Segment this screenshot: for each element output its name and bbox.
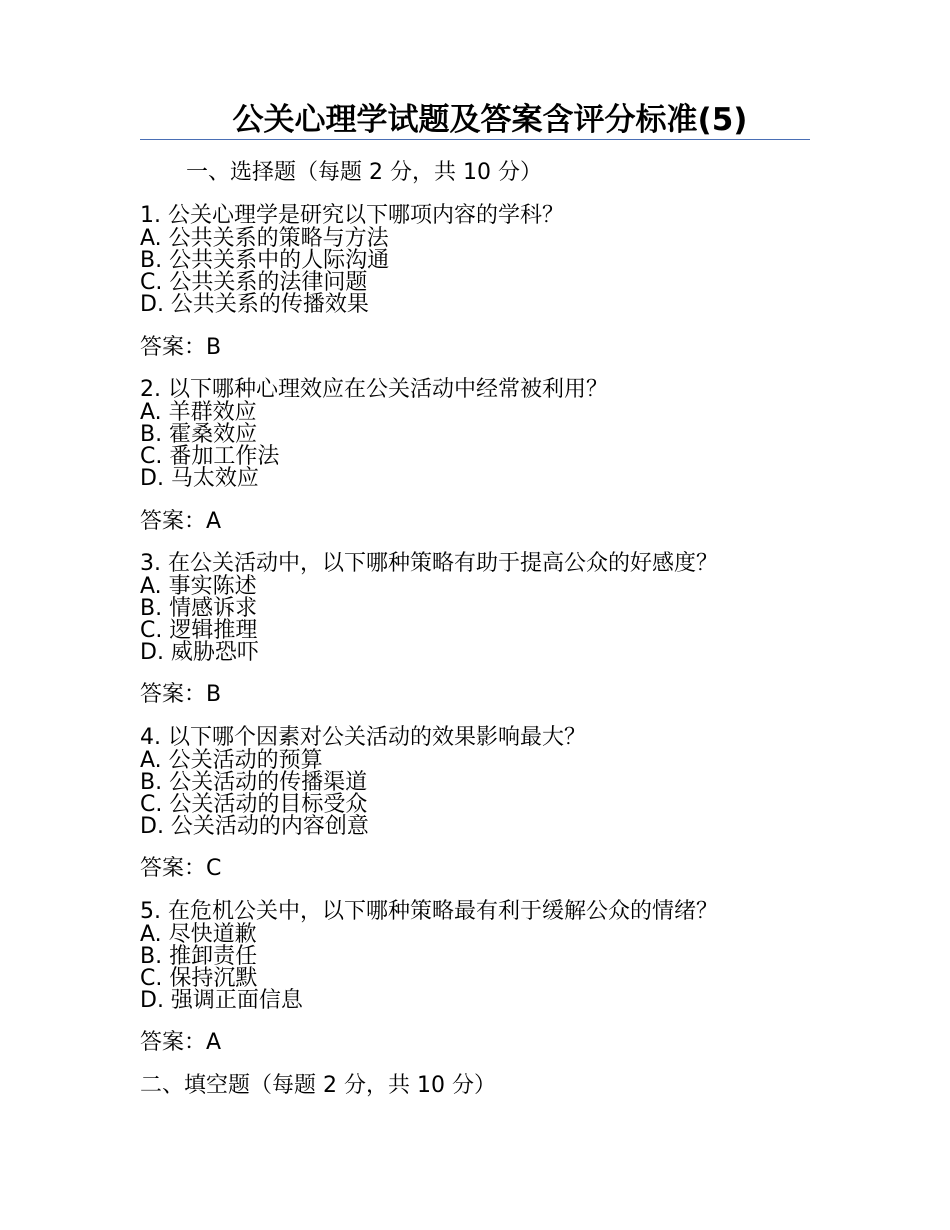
question-answer: 答案：C — [140, 856, 222, 881]
question-answer: 答案：B — [140, 335, 222, 360]
section-heading-fill-in: 二、填空题（每题 2 分，共 10 分） — [140, 1073, 496, 1098]
question-stem: 3. 在公关活动中，以下哪种策略有助于提高公众的好感度？ — [140, 551, 718, 576]
question-option: A. 羊群效应 — [140, 400, 257, 425]
question-block — [140, 552, 820, 664]
question-answer: 答案：B — [140, 682, 222, 707]
question-stem: 5. 在危机公关中，以下哪种策略最有利于缓解公众的情绪？ — [140, 899, 718, 924]
question-stem: 1. 公关心理学是研究以下哪项内容的学科？ — [140, 203, 564, 228]
question-option: C. 番加工作法 — [140, 444, 280, 469]
question-option: B. 霍桑效应 — [140, 422, 258, 447]
question-option: C. 公共关系的法律问题 — [140, 270, 368, 295]
question-option: A. 事实陈述 — [140, 574, 257, 599]
question-option: A. 尽快道歉 — [140, 922, 257, 947]
title-underline — [140, 139, 810, 140]
question-block — [140, 204, 820, 316]
question-option: C. 公关活动的目标受众 — [140, 792, 368, 817]
question-stem: 4. 以下哪个因素对公关活动的效果影响最大？ — [140, 725, 586, 750]
question-option: D. 公关活动的内容创意 — [140, 814, 369, 839]
question-option: D. 威胁恐吓 — [140, 640, 259, 665]
question-option: B. 推卸责任 — [140, 944, 258, 969]
section-heading-choice: 一、选择题（每题 2 分，共 10 分） — [186, 160, 542, 185]
question-option: D. 公共关系的传播效果 — [140, 292, 369, 317]
question-option: A. 公关活动的预算 — [140, 748, 323, 773]
question-option: C. 保持沉默 — [140, 966, 258, 991]
question-answer: 答案：A — [140, 1030, 222, 1055]
question-answer: 答案：A — [140, 509, 222, 534]
question-block — [140, 900, 820, 1012]
question-option: D. 强调正面信息 — [140, 988, 303, 1013]
question-option: B. 公关活动的传播渠道 — [140, 770, 368, 795]
question-option: A. 公共关系的策略与方法 — [140, 226, 389, 251]
question-option: B. 情感诉求 — [140, 596, 258, 621]
page-title: 公关心理学试题及答案含评分标准(5) — [232, 102, 748, 138]
question-option: D. 马太效应 — [140, 466, 259, 491]
question-block — [140, 726, 820, 838]
question-block — [140, 378, 820, 490]
question-stem: 2. 以下哪种心理效应在公关活动中经常被利用？ — [140, 377, 608, 402]
question-option: B. 公共关系中的人际沟通 — [140, 248, 390, 273]
question-option: C. 逻辑推理 — [140, 618, 258, 643]
